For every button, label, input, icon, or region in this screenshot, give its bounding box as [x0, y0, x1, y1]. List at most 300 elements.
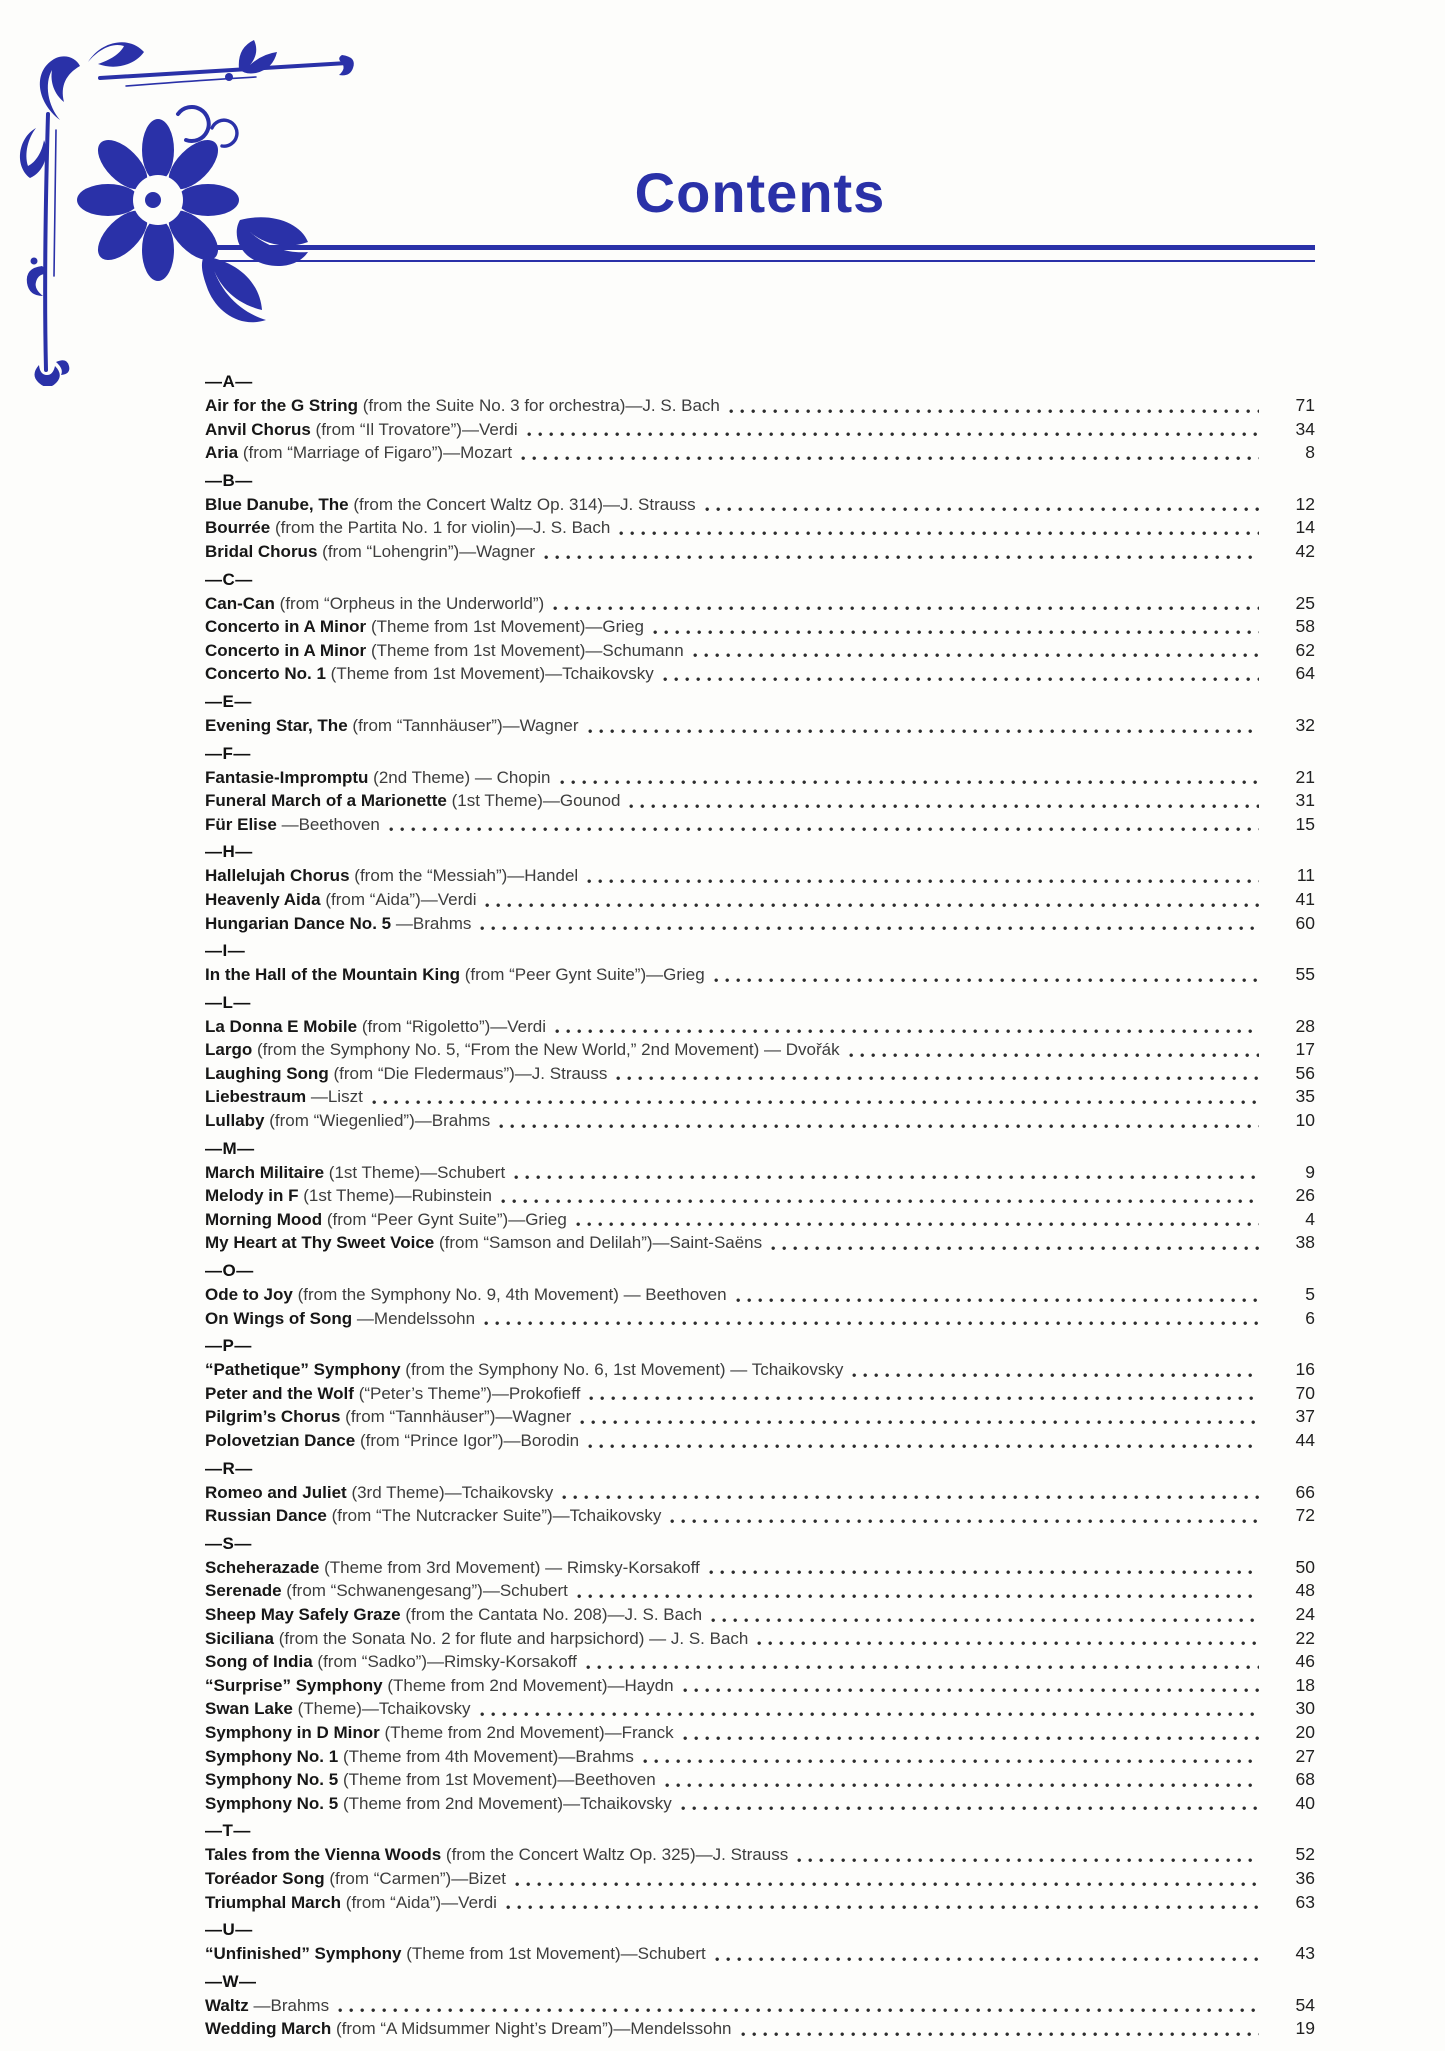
toc-entry [205, 1768, 1315, 1792]
toc-entry-title: Symphony No. 5 [205, 1793, 339, 1813]
toc-entry-text [205, 1405, 571, 1429]
toc-entry [205, 1283, 1315, 1307]
toc-section-header: —M— [205, 1138, 255, 1158]
toc-entry-title: “Surprise” Symphony [205, 1675, 383, 1695]
toc-entry-detail: (from the Sonata No. 2 for flute and harpsichord) — J. S. Bach [278, 1628, 749, 1648]
toc-entry-detail: (from the Symphony No. 9, 4th Movement) — Beethoven [297, 1285, 727, 1305]
toc-entry-detail: (from “Il Trovatore”)—Verdi [315, 419, 518, 439]
toc-entry-detail: (from “Rigoletto”)—Verdi [361, 1016, 547, 1036]
dot-leader [643, 1745, 1259, 1769]
toc-entry-detail: (Theme from 1st Movement)—Grieg [370, 617, 644, 637]
toc-entry-detail: (from “Peer Gynt Suite”)—Grieg [464, 965, 705, 985]
toc-entry [205, 864, 1315, 888]
toc-entry-page-number: 30 [1295, 1698, 1315, 1719]
dot-leader [715, 1942, 1259, 1966]
toc-entry-page-number: 16 [1295, 1359, 1315, 1380]
toc-entry [205, 714, 1315, 738]
dot-leader [663, 662, 1259, 686]
toc-entry-detail: (Theme from 1st Movement)—Schumann [370, 640, 684, 660]
toc-entry-page-number: 66 [1295, 1481, 1315, 1502]
toc-entry-title: Waltz [205, 1995, 249, 2015]
dot-leader [515, 1867, 1259, 1891]
toc-entry-detail: —Brahms [253, 1995, 330, 2015]
toc-entry-title: Air for the G String [205, 396, 358, 415]
toc-entry-title: La Donna E Mobile [205, 1016, 358, 1036]
toc-entry-page-number: 41 [1295, 888, 1315, 909]
toc-entry-text [205, 1038, 840, 1062]
toc-entry-title: Pilgrim’s Chorus [205, 1407, 341, 1427]
dot-leader [338, 1994, 1259, 2018]
toc-entry-title: Sheep May Safely Graze [205, 1604, 401, 1624]
title-rule-thin-line [205, 260, 1315, 262]
toc-entry-page-number: 46 [1295, 1651, 1315, 1672]
toc-entry-page-number: 52 [1295, 1844, 1315, 1865]
toc-entry-title: Hallelujah Chorus [205, 866, 350, 886]
toc-entry-page-number: 25 [1295, 592, 1315, 613]
toc-entry-page-number: 72 [1295, 1505, 1315, 1526]
dot-leader [757, 1627, 1259, 1651]
dot-leader [714, 963, 1259, 987]
toc-entry-page-number: 70 [1295, 1382, 1315, 1403]
dot-leader [560, 766, 1260, 790]
toc-entry-detail: (from the “Messiah”)—Handel [354, 866, 579, 886]
toc-section-header: —F— [205, 743, 251, 763]
dot-leader [372, 1085, 1259, 1109]
toc-section-header: —E— [205, 691, 252, 711]
toc-section-header: —L— [205, 992, 251, 1012]
toc-entry-text [205, 1015, 546, 1039]
toc-entry-detail: (from the Symphony No. 5, “From the New World,” 2nd Movement) — Dvořák [256, 1040, 840, 1060]
toc-entry-detail: (from “Peer Gynt Suite”)—Grieg [326, 1209, 567, 1229]
toc-section-header: —A— [205, 372, 253, 391]
toc-entry-page-number: 12 [1295, 493, 1315, 514]
toc-entry-text [205, 2017, 732, 2041]
dot-leader [480, 912, 1259, 936]
toc-entry-detail: (Theme from 4th Movement)—Brahms [342, 1746, 634, 1766]
toc-entry-title: Funeral March of a Marionette [205, 791, 447, 811]
toc-entry-detail: (Theme from 2nd Movement)—Haydn [387, 1675, 674, 1695]
toc-entry-detail: (from “Die Fledermaus”)—J. Strauss [333, 1063, 608, 1083]
toc-entry [205, 1603, 1315, 1627]
toc-entry-page-number: 71 [1295, 395, 1315, 415]
dot-leader [484, 1307, 1259, 1331]
toc-entry-text [205, 1745, 634, 1769]
toc-entry-title: Evening Star, The [205, 715, 348, 735]
toc-entry-title: Can-Can [205, 593, 275, 613]
toc-entry-text [205, 789, 620, 813]
title-rule [205, 245, 1315, 262]
dot-leader [580, 1405, 1259, 1429]
toc-entry-title: Morning Mood [205, 1209, 323, 1229]
toc-entry-title: Symphony No. 5 [205, 1770, 339, 1790]
toc-entry-text [205, 662, 654, 686]
toc-entry-title: Concerto in A Minor [205, 617, 367, 637]
toc-entry [205, 615, 1315, 639]
toc-entry-text [205, 1184, 492, 1208]
toc-entry-text [205, 864, 578, 888]
toc-entry-detail: (1st Theme)—Gounod [451, 791, 621, 811]
toc-entry-detail: (from “Lohengrin”)—Wagner [322, 541, 536, 561]
toc-entry-page-number: 19 [1295, 2018, 1315, 2039]
toc-entry-page-number: 27 [1295, 1745, 1315, 1766]
toc-entry-title: Serenade [205, 1581, 282, 1601]
dot-leader [544, 540, 1259, 564]
toc-entry-page-number: 56 [1295, 1062, 1315, 1083]
dot-leader [480, 1697, 1260, 1721]
dot-leader [670, 1504, 1259, 1528]
toc-entry [205, 1184, 1315, 1208]
toc-entry-text [205, 1603, 702, 1627]
toc-entry-detail: (Theme from 2nd Movement)—Tchaikovsky [342, 1793, 672, 1813]
toc-entry-page-number: 21 [1295, 766, 1315, 787]
toc-entry [205, 1721, 1315, 1745]
toc-entry [205, 1405, 1315, 1429]
toc-entry-detail: (Theme from 3rd Movement) — Rimsky-Korsakoff [324, 1557, 700, 1577]
toc-entry-text [205, 1891, 497, 1915]
toc-entry-page-number: 63 [1295, 1891, 1315, 1912]
toc-entry-text [205, 1161, 505, 1185]
toc-entry-title: Melody in F [205, 1186, 299, 1206]
dot-leader [683, 1674, 1259, 1698]
dot-leader [588, 1429, 1259, 1453]
toc-entry-title: Heavenly Aida [205, 889, 321, 909]
toc-entry-detail: (from “Schwanengesang”)—Schubert [286, 1581, 568, 1601]
toc-entry-page-number: 32 [1295, 714, 1315, 735]
toc-entry-detail: (from the Partita No. 1 for violin)—J. S. Bach [274, 518, 611, 538]
toc-entry-text [205, 418, 518, 442]
toc-entry-text [205, 1768, 656, 1792]
toc-entry-title: Wedding March [205, 2019, 332, 2039]
toc-entry-detail: (Theme from 2nd Movement)—Franck [384, 1722, 674, 1742]
toc-entry-page-number: 60 [1295, 912, 1315, 933]
toc-entry-page-number: 9 [1305, 1161, 1315, 1182]
toc-entry-page-number: 37 [1295, 1406, 1315, 1427]
toc-entry-title: Symphony in D Minor [205, 1722, 380, 1742]
toc-entry [205, 540, 1315, 564]
toc-entry-detail: (from the Suite No. 3 for orchestra)—J. S. Bach [362, 396, 720, 415]
dot-leader [527, 418, 1259, 442]
dot-leader [514, 1161, 1259, 1185]
toc-entry-text [205, 1231, 762, 1255]
dot-leader [683, 1721, 1259, 1745]
toc-entry-detail: (from “Wiegenlied”)—Brahms [269, 1111, 491, 1131]
toc-entry [205, 441, 1315, 465]
toc-list [205, 370, 1315, 2041]
toc-entry [205, 1429, 1315, 1453]
toc-entry-title: Triumphal March [205, 1892, 342, 1912]
toc-section-header: —B— [205, 470, 253, 490]
dot-leader [589, 1382, 1259, 1406]
toc-entry-page-number: 17 [1295, 1039, 1315, 1060]
toc-entry-text [205, 714, 579, 738]
toc-entry [205, 1085, 1315, 1109]
toc-entry-text [205, 1942, 706, 1966]
toc-entry-title: Russian Dance [205, 1506, 327, 1526]
dot-leader [576, 1208, 1259, 1232]
toc-entry-text [205, 493, 696, 517]
toc-entry-detail: (from “Samson and Delilah”)—Saint-Saëns [439, 1233, 763, 1253]
toc-entry-page-number: 50 [1295, 1556, 1315, 1577]
toc-entry-detail: (from “Prince Igor”)—Borodin [359, 1431, 580, 1450]
toc-entry-detail: (from “Aida”)—Verdi [325, 889, 477, 909]
toc-entry-text [205, 1843, 788, 1867]
toc-entry-detail: (from “The Nutcracker Suite”)—Tchaikovsky [331, 1506, 662, 1526]
toc-entry-title: On Wings of Song [205, 1308, 353, 1328]
toc-entry-text [205, 912, 471, 936]
toc-entry-title: Bridal Chorus [205, 541, 318, 561]
toc-entry-text [205, 1994, 329, 2018]
dot-leader [499, 1109, 1259, 1133]
toc-entry-text [205, 1504, 661, 1528]
toc-entry [205, 662, 1315, 686]
toc-entry-text [205, 394, 720, 418]
toc-entry-title: Concerto No. 1 [205, 664, 326, 684]
toc-entry-title: Polovetzian Dance [205, 1431, 356, 1450]
toc-entry-title: Aria [205, 443, 239, 463]
toc-entry-page-number: 8 [1305, 442, 1315, 463]
toc-entry [205, 1161, 1315, 1185]
toc-entry [205, 1745, 1315, 1769]
toc-entry-detail: (from the Symphony No. 6, 1st Movement) — Tchaikovsky [405, 1360, 844, 1380]
dot-leader [577, 1579, 1259, 1603]
toc-entry-detail: (3rd Theme)—Tchaikovsky [351, 1482, 554, 1502]
toc-entry [205, 2017, 1315, 2041]
toc-entry-page-number: 26 [1295, 1185, 1315, 1206]
toc-section-header: —T— [205, 1821, 251, 1841]
toc-entry [205, 888, 1315, 912]
dot-leader [852, 1358, 1259, 1382]
toc-entry [205, 789, 1315, 813]
toc-entry-text [205, 813, 380, 837]
toc-entry-title: Song of India [205, 1652, 313, 1672]
toc-entry-text [205, 540, 535, 564]
toc-entry-detail: (“Peter’s Theme”)—Prokofieff [358, 1383, 581, 1403]
toc-entry-title: March Militaire [205, 1162, 325, 1182]
toc-entry [205, 1792, 1315, 1816]
toc-entry-detail: (Theme from 1st Movement)—Schubert [406, 1944, 706, 1964]
toc-entry-page-number: 14 [1295, 517, 1315, 538]
toc-entry [205, 1062, 1315, 1086]
toc-entry-title: Für Elise [205, 814, 277, 834]
toc-entry-page-number: 24 [1295, 1603, 1315, 1624]
toc-entry-text [205, 1429, 579, 1453]
toc-entry [205, 1891, 1315, 1915]
toc-entry-text [205, 1208, 567, 1232]
toc-entry-text [205, 888, 476, 912]
dot-leader [665, 1768, 1259, 1792]
toc-entry-title: Siciliana [205, 1628, 274, 1648]
dot-leader [587, 864, 1259, 888]
toc-entry-title: Lullaby [205, 1111, 265, 1131]
toc-entry-text [205, 1062, 607, 1086]
toc-entry [205, 1650, 1315, 1674]
toc-entry-page-number: 35 [1295, 1086, 1315, 1107]
toc-entry-detail: (from “Tannhäuser”)—Wagner [345, 1407, 572, 1427]
toc-entry [205, 1231, 1315, 1255]
toc-entry-title: Scheherazade [205, 1557, 320, 1577]
toc-entry-page-number: 68 [1295, 1769, 1315, 1790]
toc-entry [205, 1627, 1315, 1651]
toc-entry-text [205, 1556, 700, 1580]
toc-entry-title: Blue Danube, The [205, 494, 349, 514]
toc-entry-title: Hungarian Dance No. 5 [205, 913, 392, 933]
toc-entry [205, 912, 1315, 936]
toc-entry [205, 1556, 1315, 1580]
toc-entry [205, 1382, 1315, 1406]
toc-entry-title: “Unfinished” Symphony [205, 1944, 402, 1964]
dot-leader [553, 592, 1259, 616]
dot-leader [616, 1062, 1259, 1086]
toc-entry-title: Largo [205, 1040, 253, 1060]
toc-entry [205, 1038, 1315, 1062]
toc-entry-page-number: 15 [1295, 813, 1315, 834]
toc-entry-text [205, 766, 551, 790]
toc-entry [205, 1109, 1315, 1133]
toc-entry-text [205, 1307, 475, 1331]
toc-entry-detail: (from the Concert Waltz Op. 314)—J. Strauss [353, 494, 696, 514]
toc-section-header: —U— [205, 1920, 253, 1940]
toc-section-header: —H— [205, 842, 253, 862]
toc-entry-text [205, 1867, 506, 1891]
toc-entry-title: Anvil Chorus [205, 419, 311, 439]
toc-entry-title: Concerto in A Minor [205, 640, 367, 660]
toc-entry [205, 493, 1315, 517]
toc-entry [205, 813, 1315, 837]
toc-entry-text [205, 1283, 727, 1307]
title-rule-thick-line [205, 245, 1315, 250]
toc-entry [205, 1674, 1315, 1698]
toc-entry-text [205, 1579, 568, 1603]
toc-entry-title: Swan Lake [205, 1699, 293, 1719]
toc-entry-detail: (1st Theme)—Rubinstein [303, 1186, 492, 1206]
toc-entry-text [205, 1697, 471, 1721]
toc-entry-page-number: 48 [1295, 1580, 1315, 1601]
toc-entry-page-number: 42 [1295, 540, 1315, 561]
toc-entry-detail: (from “Carmen”)—Bizet [329, 1868, 507, 1888]
toc-entry-detail: (Theme)—Tchaikovsky [297, 1699, 471, 1719]
toc-section-header: —O— [205, 1261, 254, 1281]
dot-leader [485, 888, 1259, 912]
dot-leader [849, 1038, 1259, 1062]
dot-leader [693, 639, 1259, 663]
toc-entry [205, 639, 1315, 663]
toc-entry [205, 1208, 1315, 1232]
toc-entry-title: Liebestraum [205, 1087, 307, 1107]
toc-entry-text [205, 1382, 580, 1406]
toc-entry-title: Ode to Joy [205, 1285, 293, 1305]
toc-entry-detail: —Beethoven [281, 814, 380, 834]
toc-entry-title: In the Hall of the Mountain King [205, 965, 460, 985]
toc-section-header: —S— [205, 1533, 252, 1553]
toc-entry-page-number: 58 [1295, 616, 1315, 637]
toc-entry-detail: (from the Concert Waltz Op. 325)—J. Strauss [445, 1845, 789, 1865]
toc-entry-detail: —Liszt [310, 1087, 363, 1107]
toc-entry-page-number: 20 [1295, 1721, 1315, 1742]
toc-entry [205, 1942, 1315, 1966]
toc-entry-detail: (from “Tannhäuser”)—Wagner [352, 715, 579, 735]
dot-leader [506, 1891, 1259, 1915]
toc-entry-page-number: 34 [1295, 418, 1315, 439]
toc-entry-title: Laughing Song [205, 1063, 329, 1083]
toc-entry-text [205, 1674, 674, 1698]
toc-entry-text [205, 1358, 843, 1382]
toc-entry [205, 394, 1315, 418]
toc-entry-detail: (from the Cantata No. 208)—J. S. Bach [405, 1604, 703, 1624]
toc-entry-page-number: 36 [1295, 1867, 1315, 1888]
toc-entry-detail: (2nd Theme) — Chopin [373, 767, 551, 787]
toc-entry-page-number: 5 [1305, 1284, 1315, 1305]
dot-leader [797, 1843, 1259, 1867]
toc-entry-detail: (from “Marriage of Figaro”)—Mozart [242, 443, 513, 463]
toc-entry-page-number: 62 [1295, 639, 1315, 660]
dot-leader [389, 813, 1259, 837]
toc-entry [205, 1867, 1315, 1891]
dot-leader [711, 1603, 1259, 1627]
toc-entry-page-number: 18 [1295, 1674, 1315, 1695]
toc-entry-text [205, 1109, 490, 1133]
toc-entry-text [205, 1721, 674, 1745]
toc-entry-page-number: 11 [1296, 865, 1315, 886]
toc-section-header: —C— [205, 569, 253, 589]
toc-entry [205, 1307, 1315, 1331]
toc-entry [205, 766, 1315, 790]
toc-entry [205, 1481, 1315, 1505]
toc-entry-title: Fantasie-Impromptu [205, 767, 369, 787]
toc-entry [205, 1843, 1315, 1867]
toc-entry-detail: (Theme from 1st Movement)—Beethoven [342, 1770, 656, 1790]
toc-entry [205, 1697, 1315, 1721]
toc-entry-text [205, 1650, 577, 1674]
toc-section-header: —I— [205, 941, 246, 961]
toc-entry-page-number: 22 [1295, 1627, 1315, 1648]
toc-entry [205, 592, 1315, 616]
toc-entry-detail: (Theme from 1st Movement)—Tchaikovsky [330, 664, 654, 684]
dot-leader [555, 1015, 1259, 1039]
toc-entry-page-number: 40 [1295, 1792, 1315, 1813]
toc-entry-page-number: 10 [1295, 1110, 1315, 1131]
toc-entry [205, 516, 1315, 540]
toc-entry-title: Tales from the Vienna Woods [205, 1845, 442, 1865]
toc-entry-detail: (from “Orpheus in the Underworld”) [279, 593, 545, 613]
toc-entry-title: Bourrée [205, 518, 271, 538]
toc-entry-title: Romeo and Juliet [205, 1482, 347, 1502]
dot-leader [588, 714, 1259, 738]
toc-entry [205, 1579, 1315, 1603]
toc-entry-title: Toréador Song [205, 1868, 325, 1888]
dot-leader [705, 493, 1259, 517]
toc-entry-detail: —Mendelssohn [356, 1308, 476, 1328]
dot-leader [736, 1283, 1259, 1307]
dot-leader [629, 789, 1259, 813]
toc-section-header: —R— [205, 1458, 253, 1478]
toc-entry [205, 1994, 1315, 2018]
toc-entry [205, 418, 1315, 442]
toc-entry-text [205, 615, 644, 639]
toc-entry-text [205, 639, 684, 663]
toc-entry-title: “Pathetique” Symphony [205, 1360, 401, 1380]
toc-entry-detail: (from “A Midsummer Night’s Dream”)—Mendelssohn [336, 2019, 732, 2039]
toc-section-header: —P— [205, 1336, 252, 1356]
toc-entry-title: Peter and the Wolf [205, 1383, 354, 1403]
toc-section-header: —W— [205, 1971, 257, 1991]
dot-leader [709, 1556, 1259, 1580]
toc-entry-page-number: 64 [1295, 663, 1315, 684]
dot-leader [741, 2017, 1259, 2041]
toc-entry [205, 1358, 1315, 1382]
dot-leader [729, 394, 1259, 418]
toc-entry-detail: —Brahms [395, 913, 472, 933]
toc-entry-detail: (from “Sadko”)—Rimsky-Korsakoff [317, 1652, 577, 1672]
